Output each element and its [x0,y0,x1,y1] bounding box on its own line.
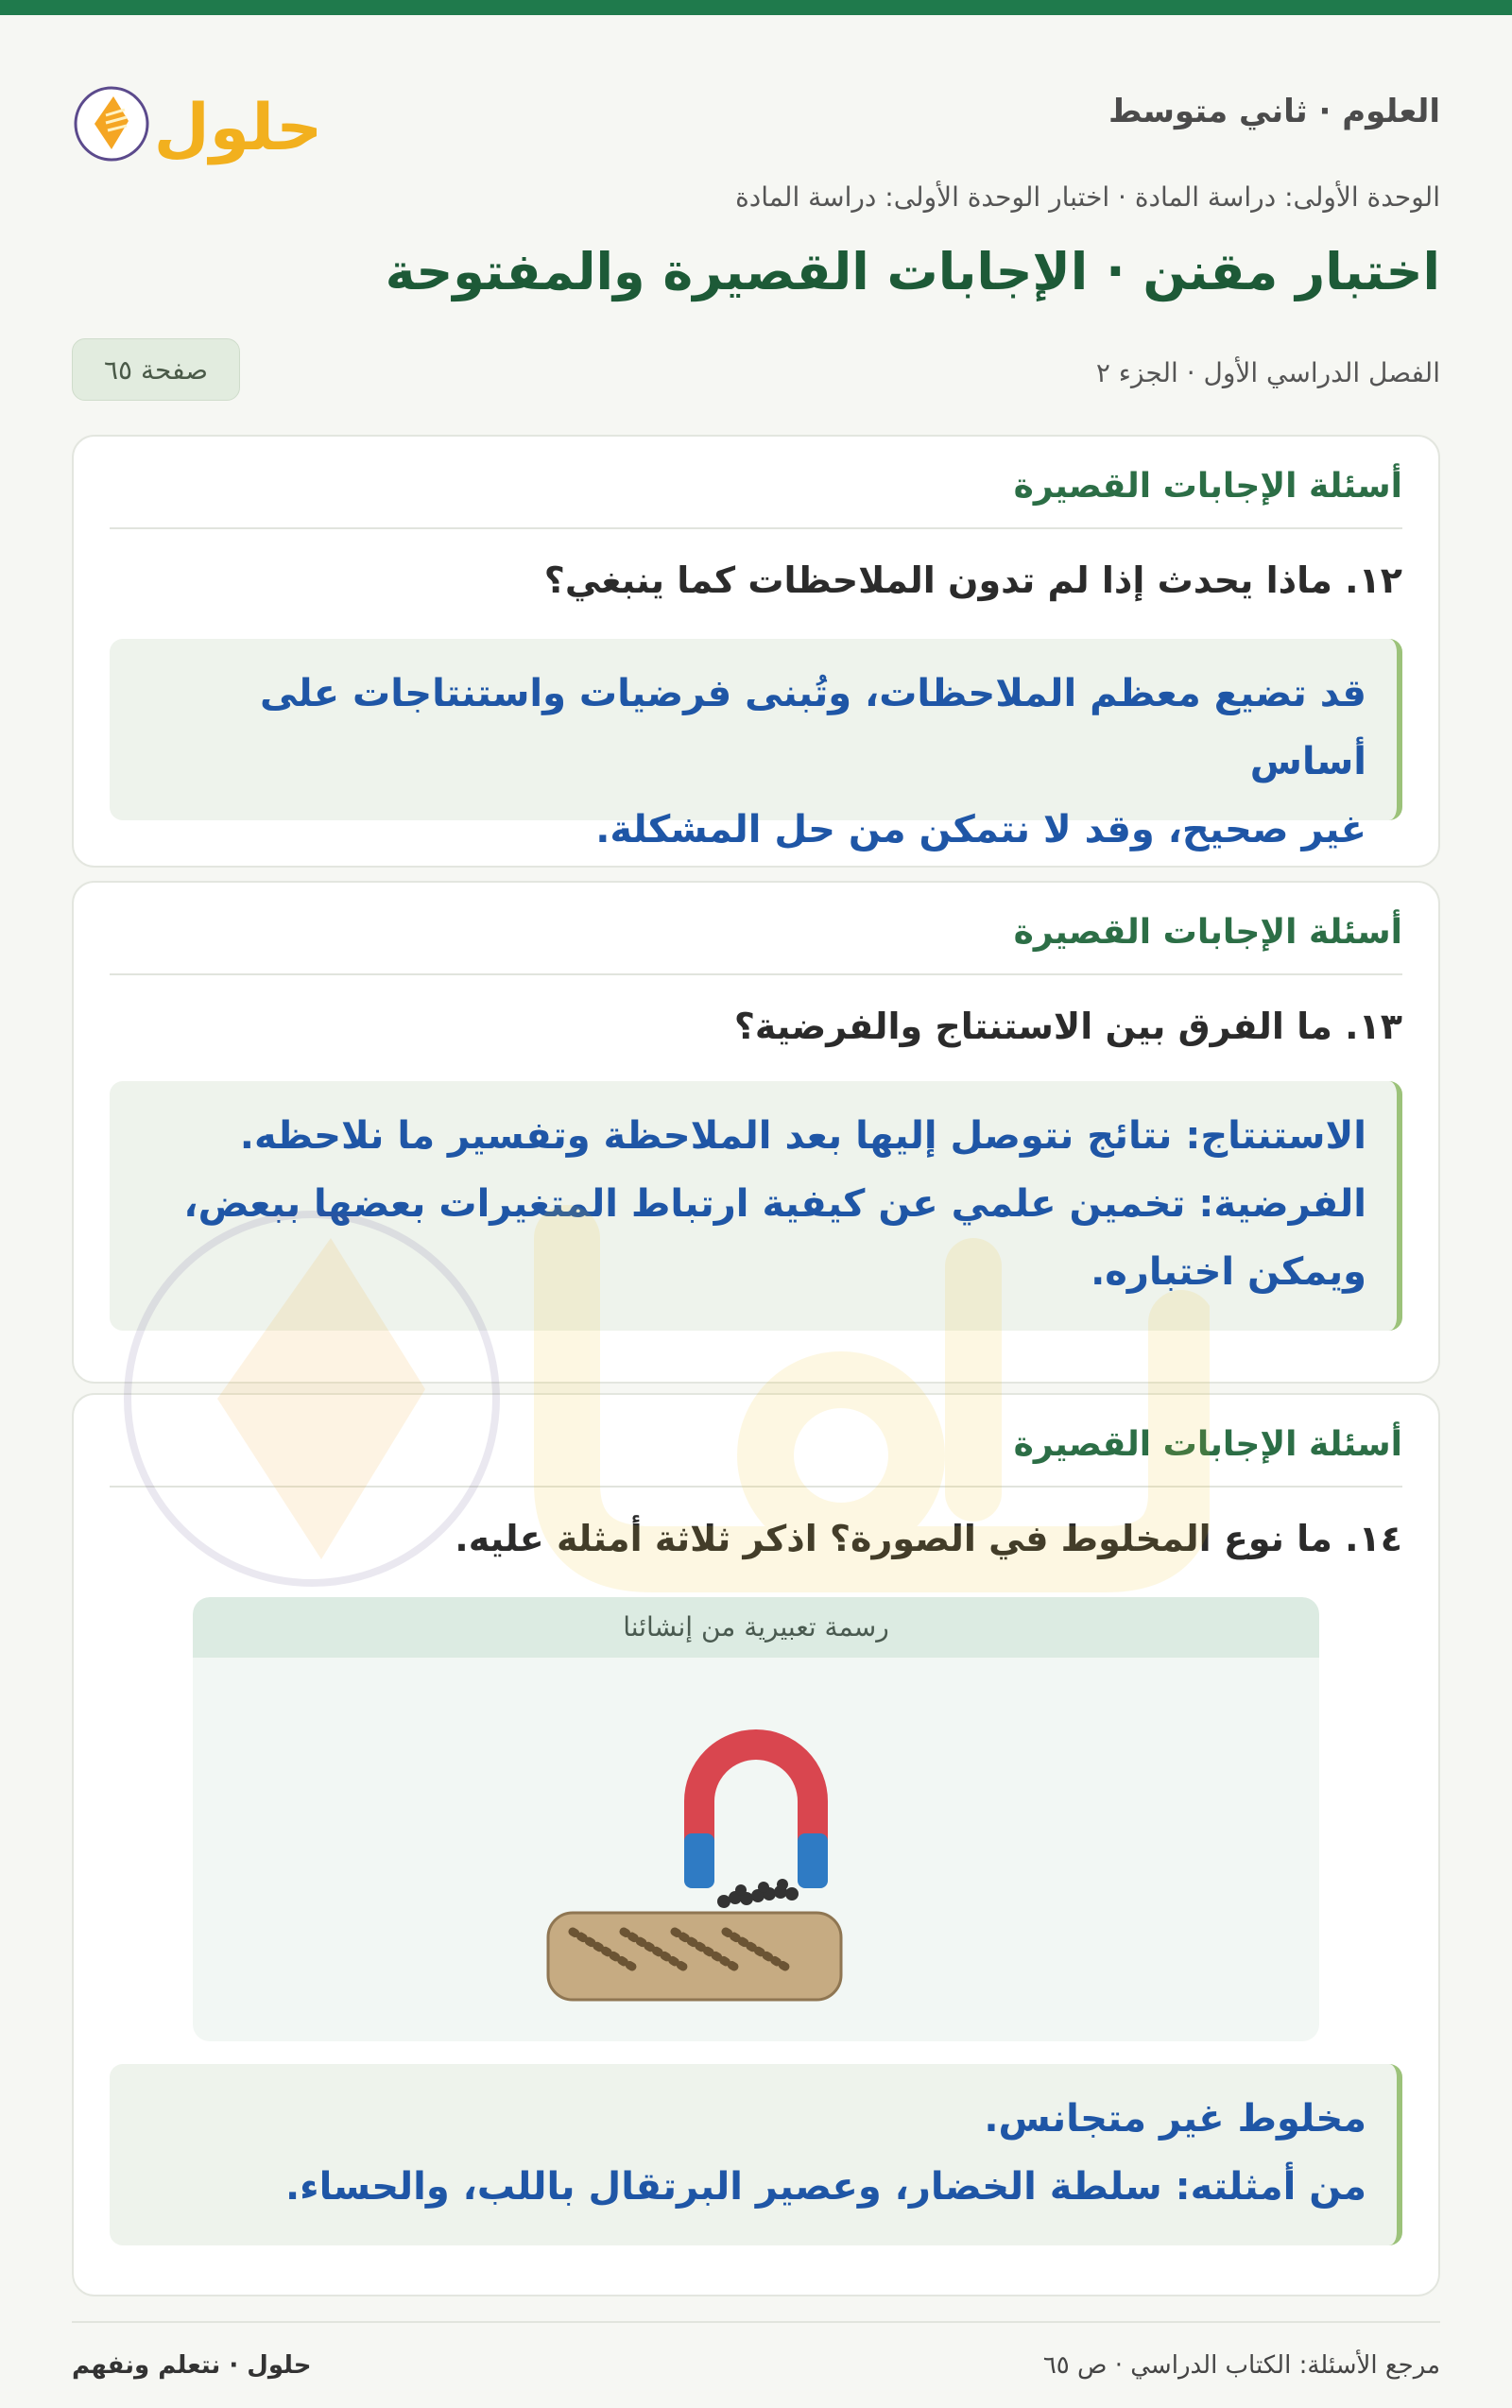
card-heading: أسئلة الإجابات القصيرة [1013,467,1402,506]
sand-tray-icon [548,1913,841,2000]
figure-caption: رسمة تعبيرية من إنشائنا [193,1597,1319,1658]
subject-label: العلوم · ثاني متوسط [1108,93,1440,130]
card-heading: أسئلة الإجابات القصيرة [1013,1425,1402,1464]
magnet-mixture-illustration [193,1658,1319,2041]
footer-reference: مرجع الأسئلة: الكتاب الدراسي · ص ٦٥ [1042,2351,1440,2380]
divider [110,527,1402,529]
header [72,49,1440,165]
answer-box [110,2064,1402,2245]
question-text: ١٢. ماذا يحدث إذا لم تدون الملاحظات كما ينبغي؟ [543,559,1402,601]
footer-brand[interactable]: حلول · نتعلم ونفهم [72,2351,312,2380]
magnet-icon [684,1745,828,1888]
answer-box [110,639,1402,851]
term-info: الفصل الدراسي الأول · الجزء ٢ [1095,357,1440,388]
logo-text: حلول [153,91,323,165]
page-number-badge: صفحة ٦٥ [72,338,240,401]
hulool-logo[interactable] [72,72,327,176]
answer-line: قد تضيع معظم الملاحظات، وتُبنى فرضيات واستنتاجات على أساس [259,672,1366,783]
breadcrumb[interactable]: الوحدة الأولى: دراسة المادة · اختبار الوحدة الأولى: دراسة المادة [735,181,1440,213]
answer-line: الاستنتاج: نتائج نتوصل إليها بعد الملاحظة وتفسير ما نلاحظه. [239,1114,1366,1158]
question-card-12 [72,435,1440,868]
iron-filings-icon [717,1879,799,1908]
page [72,15,1440,2408]
question-card-14 [72,1393,1440,2296]
answer-line: ويمكن اختباره. [1091,1250,1366,1294]
question-card-13 [72,881,1440,1384]
footer-divider [72,2321,1440,2323]
divider [110,1486,1402,1488]
mixture-figure [193,1597,1319,2041]
answer-line: الفرضية: تخمين علمي عن كيفية ارتباط المتغيرات بعضها ببعض، [183,1182,1366,1226]
question-text: ١٤. ما نوع المخلوط في الصورة؟ اذكر ثلاثة أمثلة عليه. [455,1518,1402,1559]
answer-box [110,1081,1402,1331]
answer-line: من أمثلته: سلطة الخضار، وعصير البرتقال باللب، والحساء. [284,2165,1366,2209]
top-accent-bar [0,0,1512,15]
question-text: ١٣. ما الفرق بين الاستنتاج والفرضية؟ [733,1006,1402,1047]
answer-line: مخلوط غير متجانس. [984,2097,1366,2141]
answer-line: غير صحيح، وقد لا نتمكن من حل المشكلة. [595,808,1366,851]
card-heading: أسئلة الإجابات القصيرة [1013,913,1402,952]
page-title: اختبار مقنن · الإجابات القصيرة والمفتوحة [385,242,1440,301]
divider [110,973,1402,975]
